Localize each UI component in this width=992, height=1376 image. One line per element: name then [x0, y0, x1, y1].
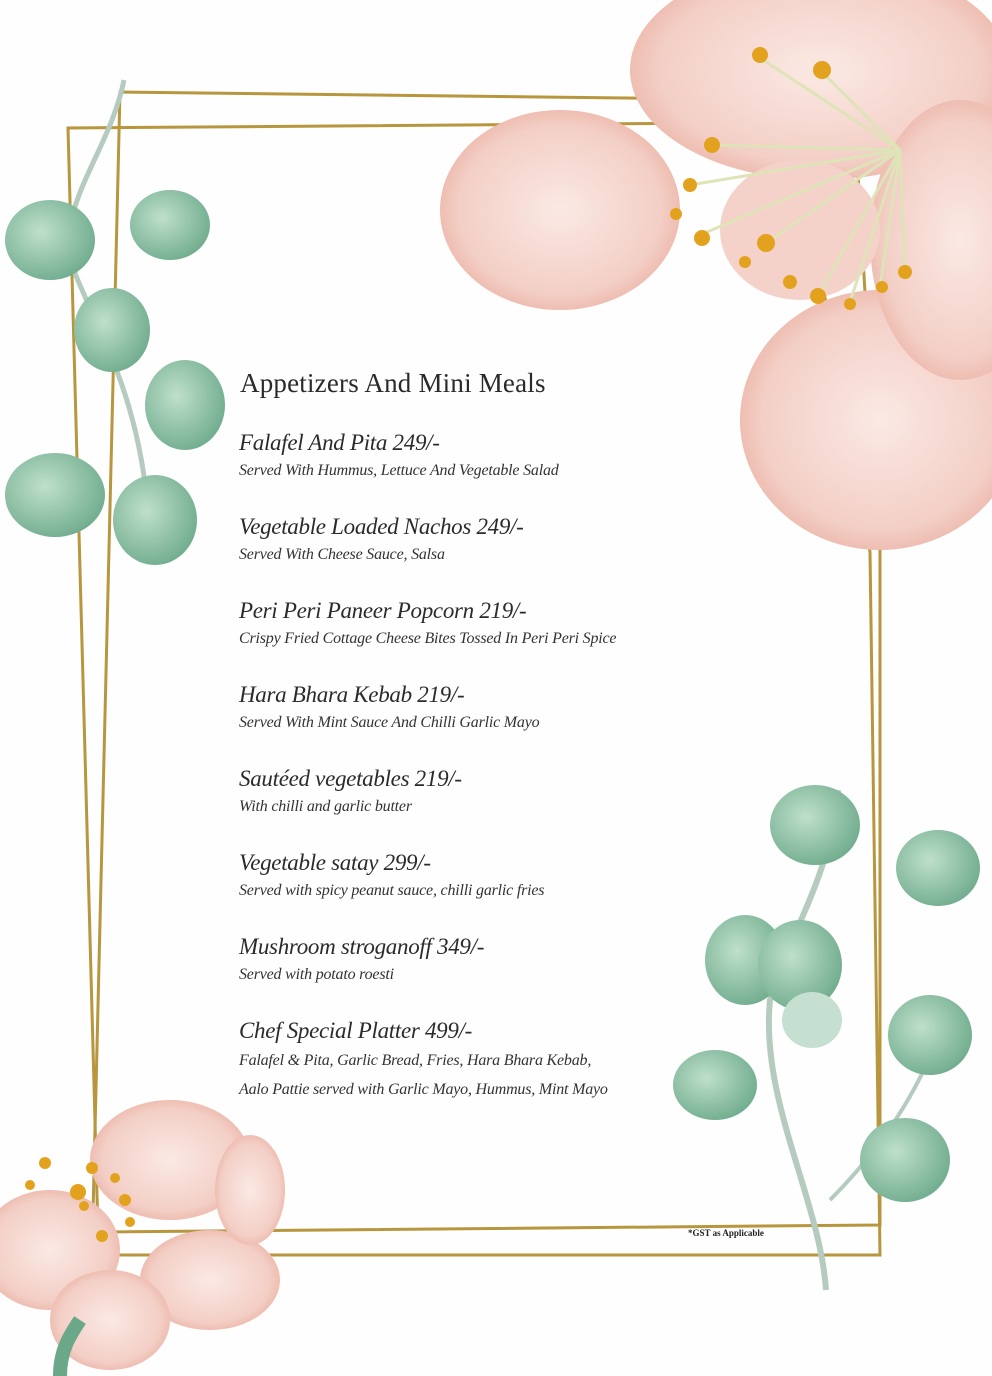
- menu-title: Appetizers And Mini Meals: [240, 368, 546, 398]
- eucalyptus-branch-left: [5, 80, 225, 565]
- menu-item-name: Vegetable satay 299/-: [239, 850, 431, 875]
- menu-item-description: Served with potato roesti: [239, 966, 394, 983]
- menu-item-name: Peri Peri Paneer Popcorn 219/-: [239, 598, 527, 623]
- menu-item: [239, 512, 759, 567]
- menu-item-description-line2: Aalo Pattie served with Garlic Mayo, Hummus, Mint Mayo: [239, 1081, 608, 1098]
- menu-item-description: Served with spicy peanut sauce, chilli garlic fries: [239, 882, 545, 899]
- menu-item: [239, 764, 759, 819]
- menu-item-description: Served With Hummus, Lettuce And Vegetable Salad: [239, 462, 559, 479]
- menu-item: [239, 596, 759, 651]
- menu-item-name: Falafel And Pita 249/-: [239, 430, 440, 455]
- menu-item: [239, 428, 759, 483]
- menu-item-name: Vegetable Loaded Nachos 249/-: [239, 514, 524, 539]
- menu-item-description: Served With Mint Sauce And Chilli Garlic Mayo: [239, 714, 540, 731]
- menu-item-name: Chef Special Platter 499/-: [239, 1018, 473, 1043]
- menu-item: [239, 1016, 759, 1104]
- menu-list: [239, 428, 759, 1133]
- menu-item-name: Sautéed vegetables 219/-: [239, 766, 462, 791]
- menu-item-name: Hara Bhara Kebab 219/-: [239, 682, 465, 707]
- menu-item-description: Crispy Fried Cottage Cheese Bites Tossed In Peri Peri Spice: [239, 630, 617, 647]
- pink-flower-bottom-left: [0, 1100, 285, 1376]
- menu-item-description: Falafel & Pita, Garlic Bread, Fries, Hara Bhara Kebab,: [239, 1052, 592, 1069]
- gst-footnote: *GST as Applicable: [688, 1228, 764, 1238]
- menu-item-description: With chilli and garlic butter: [239, 798, 412, 815]
- menu-item: [239, 932, 759, 987]
- menu-item-name: Mushroom stroganoff 349/-: [239, 934, 485, 959]
- menu-item-description: Served With Cheese Sauce, Salsa: [239, 546, 445, 563]
- menu-item: [239, 848, 759, 903]
- menu-item: [239, 680, 759, 735]
